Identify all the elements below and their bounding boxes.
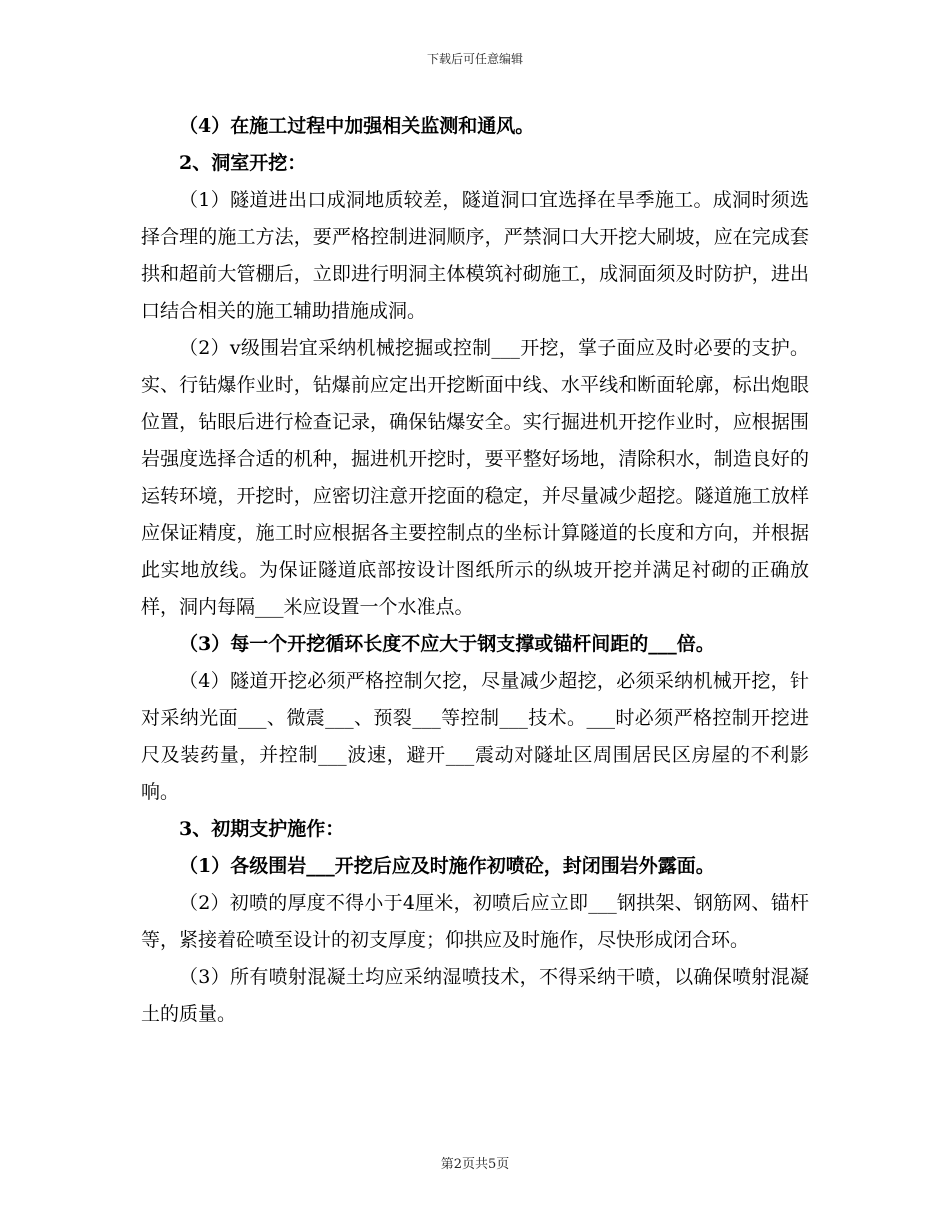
section-3-heading: 3、初期支护施作： [179,818,345,840]
section-2-heading: 2、洞室开挖： [179,152,307,174]
section-3-item-2: （2）初喷的厚度不得小于4厘米，初喷后应立即___钢拱架、钢筋网、锚杆等，紧接着砼喷至设计的初支厚度；仰拱应及时施作，尽快形成闭合环。 [141,892,809,951]
page-number: 第2页共5页 [440,1157,510,1172]
section-2-item-3: （3）每一个开挖循环长度不应大于钢支撑或锚杆间距的___倍。 [179,633,715,655]
page-header: 下载后可任意编辑 [426,52,523,66]
section-2-item-4: （4）隧道开挖必须严格控制欠挖，尽量减少超挖，必须采纳机械开挖，针对采纳光面___、微震___、预裂___等控制___技术。___时必须严格控制开挖进尺及装药量，并控制___波速，避开___震动对隧址区周围居民区房屋的不利影响。 [141,670,809,803]
section-2-item-1: （1）隧道进出口成洞地质较差，隧道洞口宜选择在旱季施工。成洞时须选择合理的施工方法，要严格控制进洞顺序，严禁洞口大开挖大刷坡，应在完成套拱和超前大管棚后，立即进行明洞主体模筑衬砌施工，成洞面须及时防护，进出口结合相关的施工辅助措施成洞。 [141,189,809,322]
section-3-item-3: （3）所有喷射混凝土均应采纳湿喷技术，不得采纳干喷，以确保喷射混凝土的质量。 [141,966,809,1025]
section-3-item-1: （1）各级围岩___开挖后应及时施作初喷砼，封闭围岩外露面。 [179,855,715,877]
item-4-monitoring-ventilation: （4）在施工过程中加强相关监测和通风。 [179,115,535,137]
section-2-item-2: （2）v级围岩宜采纳机械挖掘或控制___开挖，掌子面应及时必要的支护。实、行钻爆作业时，钻爆前应定出开挖断面中线、水平线和断面轮廓，标出炮眼位置，钻眼后进行检查记录，确保钻爆安全。实行掘进机开挖作业时，应根据围岩强度选择合适的机种，掘进机开挖时，要平整好场地，清除积水，制造良好的运转环境，开挖时，应密切注意开挖面的稳定，并尽量减少超挖。隧道施工放样应保证精度，施工时应根据各主要控制点的坐标计算隧道的长度和方向，并根据此实地放线。为保证隧道底部按设计图纸所示的纵坡开挖并满足衬砌的正确放样，洞内每隔___米应设置一个水准点。 [141,337,809,618]
document-body [141,108,809,1033]
